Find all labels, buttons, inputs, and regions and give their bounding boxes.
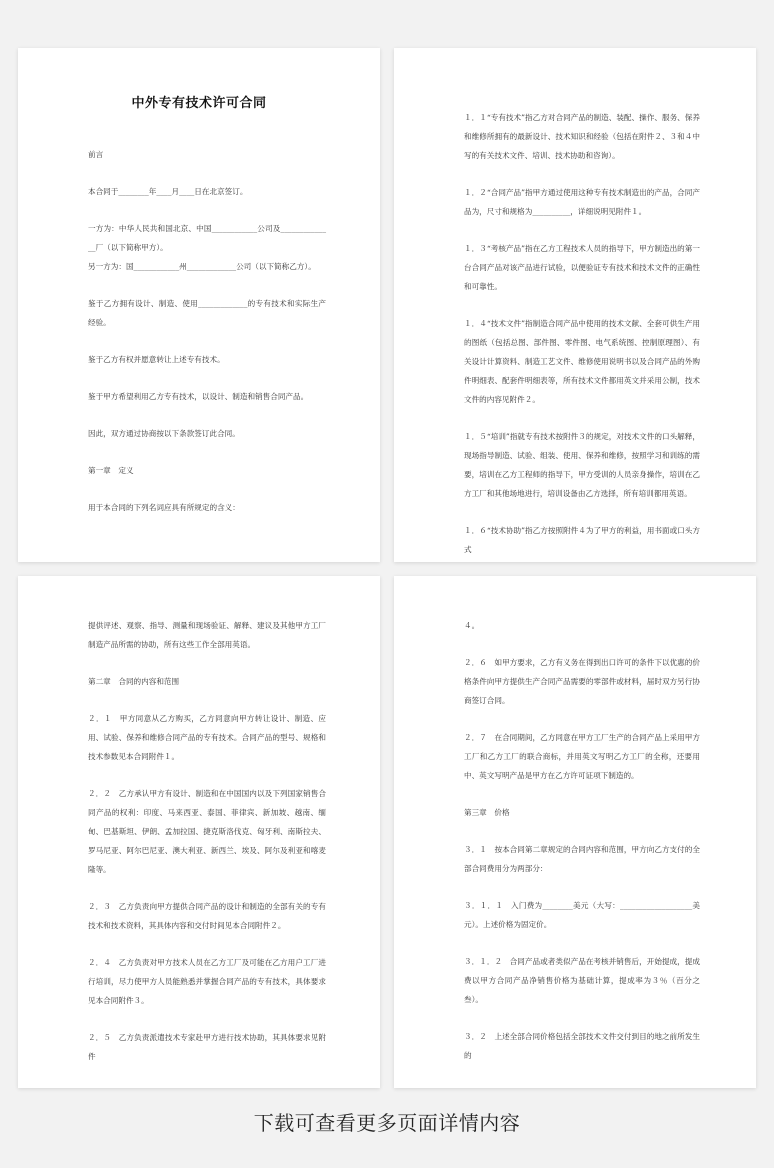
clause: ３．１．２ 合同产品或者类似产品在考核并销售后，开始提成，提成费以甲方合同产品净销售价格为基础计算，提成率为３％（百分之叁）。 [464,957,700,1004]
clause: ３．２ 上述全部合同价格包括全部技术文件交付到目的地之前所发生的 [464,1032,700,1060]
clause: １．６“技术协助”指乙方按照附件４为了甲方的利益，用书面或口头方式 [464,526,700,554]
preface-heading: 前言 [88,150,104,159]
paragraph: 提供评述、观察、指导、测量和现场验证、解释、建议及其他甲方工厂制造产品所需的协助，所有这些工作全部用英语。 [88,621,326,649]
chapter-heading: 第三章 价格 [464,808,510,817]
paragraph: 另一方为：国____________州_____________公司（以下简称乙方）。 [88,262,316,271]
paragraph: 因此，双方通过协商按以下条款签订此合同。 [88,429,240,438]
clause: １．２“合同产品”指甲方通过使用这种专有技术制造出的产品，合同产品为，尺寸和规格为__________，详细说明见附件１。 [464,188,700,216]
chapter-heading: 第二章 合同的内容和范围 [88,677,180,686]
paragraph: 鉴于乙方拥有设计、制造、使用_____________的专有技术和实际生产经验。 [88,299,326,327]
chapter-heading: 第一章 定义 [88,466,134,475]
clause: ３．１．１ 入门费为________美元（大写：___________________美元）。上述价格为固定价。 [464,901,700,929]
clause: １．３“考核产品”指在乙方工程技术人员的指导下，甲方制造出的第一台合同产品对该产品进行试验，以便验证专有技术和技术文件的正确性和可靠性。 [464,244,700,291]
clause: ２．２ 乙方承认甲方有设计、制造和在中国国内以及下列国家销售合同产品的权利：印度、马来西亚、泰国、菲律宾、新加坡、越南、缅甸、巴基斯坦、伊朗、孟加拉国、捷克斯洛伐克、匈牙利、南斯拉夫、罗马尼亚、阿尔巴尼亚、澳大利亚、新西兰、埃及、阿尔及利亚和喀麦隆等。 [88,789,326,874]
clause: ２．５ 乙方负责派遣技术专家赴甲方进行技术协助，其具体要求见附件 [88,1033,326,1061]
paragraph: ４。 [464,621,480,630]
clause: ２．７ 在合同期间，乙方同意在甲方工厂生产的合同产品上采用甲方工厂和乙方工厂的联合商标，并用英文写明乙方工厂的全称，还要用中、英文写明产品是甲方在乙方许可证项下制造的。 [464,733,700,780]
clause: ２．４ 乙方负责对甲方技术人员在乙方工厂及可能在乙方用户工厂进行培训，尽力使甲方人员能熟悉并掌握合同产品的专有技术，具体要求见本合同附件３。 [88,958,326,1005]
clause: １．１“专有技术”指乙方对合同产品的制造、装配、操作、服务、保养和维修所拥有的最新设计、技术知识和经验（包括在附件２、３和４中写的有关技术文件、培训、技术协助和咨询）。 [464,113,700,160]
document-page-2 [394,48,756,562]
clause: ２．１ 甲方同意从乙方购买，乙方同意向甲方转让设计、制造、应用、试验、保养和维修合同产品的专有技术。合同产品的型号、规格和技术参数见本合同附件１。 [88,714,326,761]
clause: ２．３ 乙方负责向甲方提供合同产品的设计和制造的全部有关的专有技术和技术资料，其具体内容和交付时间见本合同附件２。 [88,902,326,930]
document-page-3 [18,576,380,1088]
paragraph: 用于本合同的下列名词应具有所规定的含义： [88,503,240,512]
paragraph: 一方为：中华人民共和国北京、中国____________公司及______________厂（以下简称甲方）。 [88,224,326,252]
clause: １．５“培训”指就专有技术按附件３的规定，对技术文件的口头解释，现场指导制造、试验、组装、使用、保养和维修，按照学习和训练的需要，培训在乙方工程师的指导下，甲方受训的人员亲身操作，培训在乙方工厂和其他场地进行，培训设备由乙方选择，所有培训都用英语。 [464,432,700,498]
document-page-1 [18,48,380,562]
download-caption: 下载可查看更多页面详情内容 [253,1111,521,1135]
clause: ３．１ 按本合同第二章规定的合同内容和范围，甲方向乙方支付的全部合同费用分为两部分： [464,845,700,873]
clause: １．４“技术文件”指制造合同产品中使用的技术文献、全套可供生产用的图纸（包括总图、部件图、零件图、电气系统图、控制原理图）、有关设计计算资料、制造工艺文件、维修使用说明书以及合同产品的外购件明细表、配套件明细表等，所有技术文件都用英文并采用公制，技术文件的内容见附件２。 [464,319,700,404]
paragraph: 鉴于乙方有权并愿意转让上述专有技术。 [88,355,225,364]
document-page-4 [394,576,756,1088]
clause: ２．６ 如甲方要求，乙方有义务在得到出口许可的条件下以优惠的价格条件向甲方提供生产合同产品需要的零部件或材料，届时双方另行协商签订合同。 [464,658,700,705]
contract-title: 中外专有技术许可合同 [131,96,267,111]
paragraph: 本合同于________年____月____日在北京签订。 [88,187,248,196]
paragraph: 鉴于甲方希望利用乙方专有技术，以设计、制造和销售合同产品。 [88,392,309,401]
